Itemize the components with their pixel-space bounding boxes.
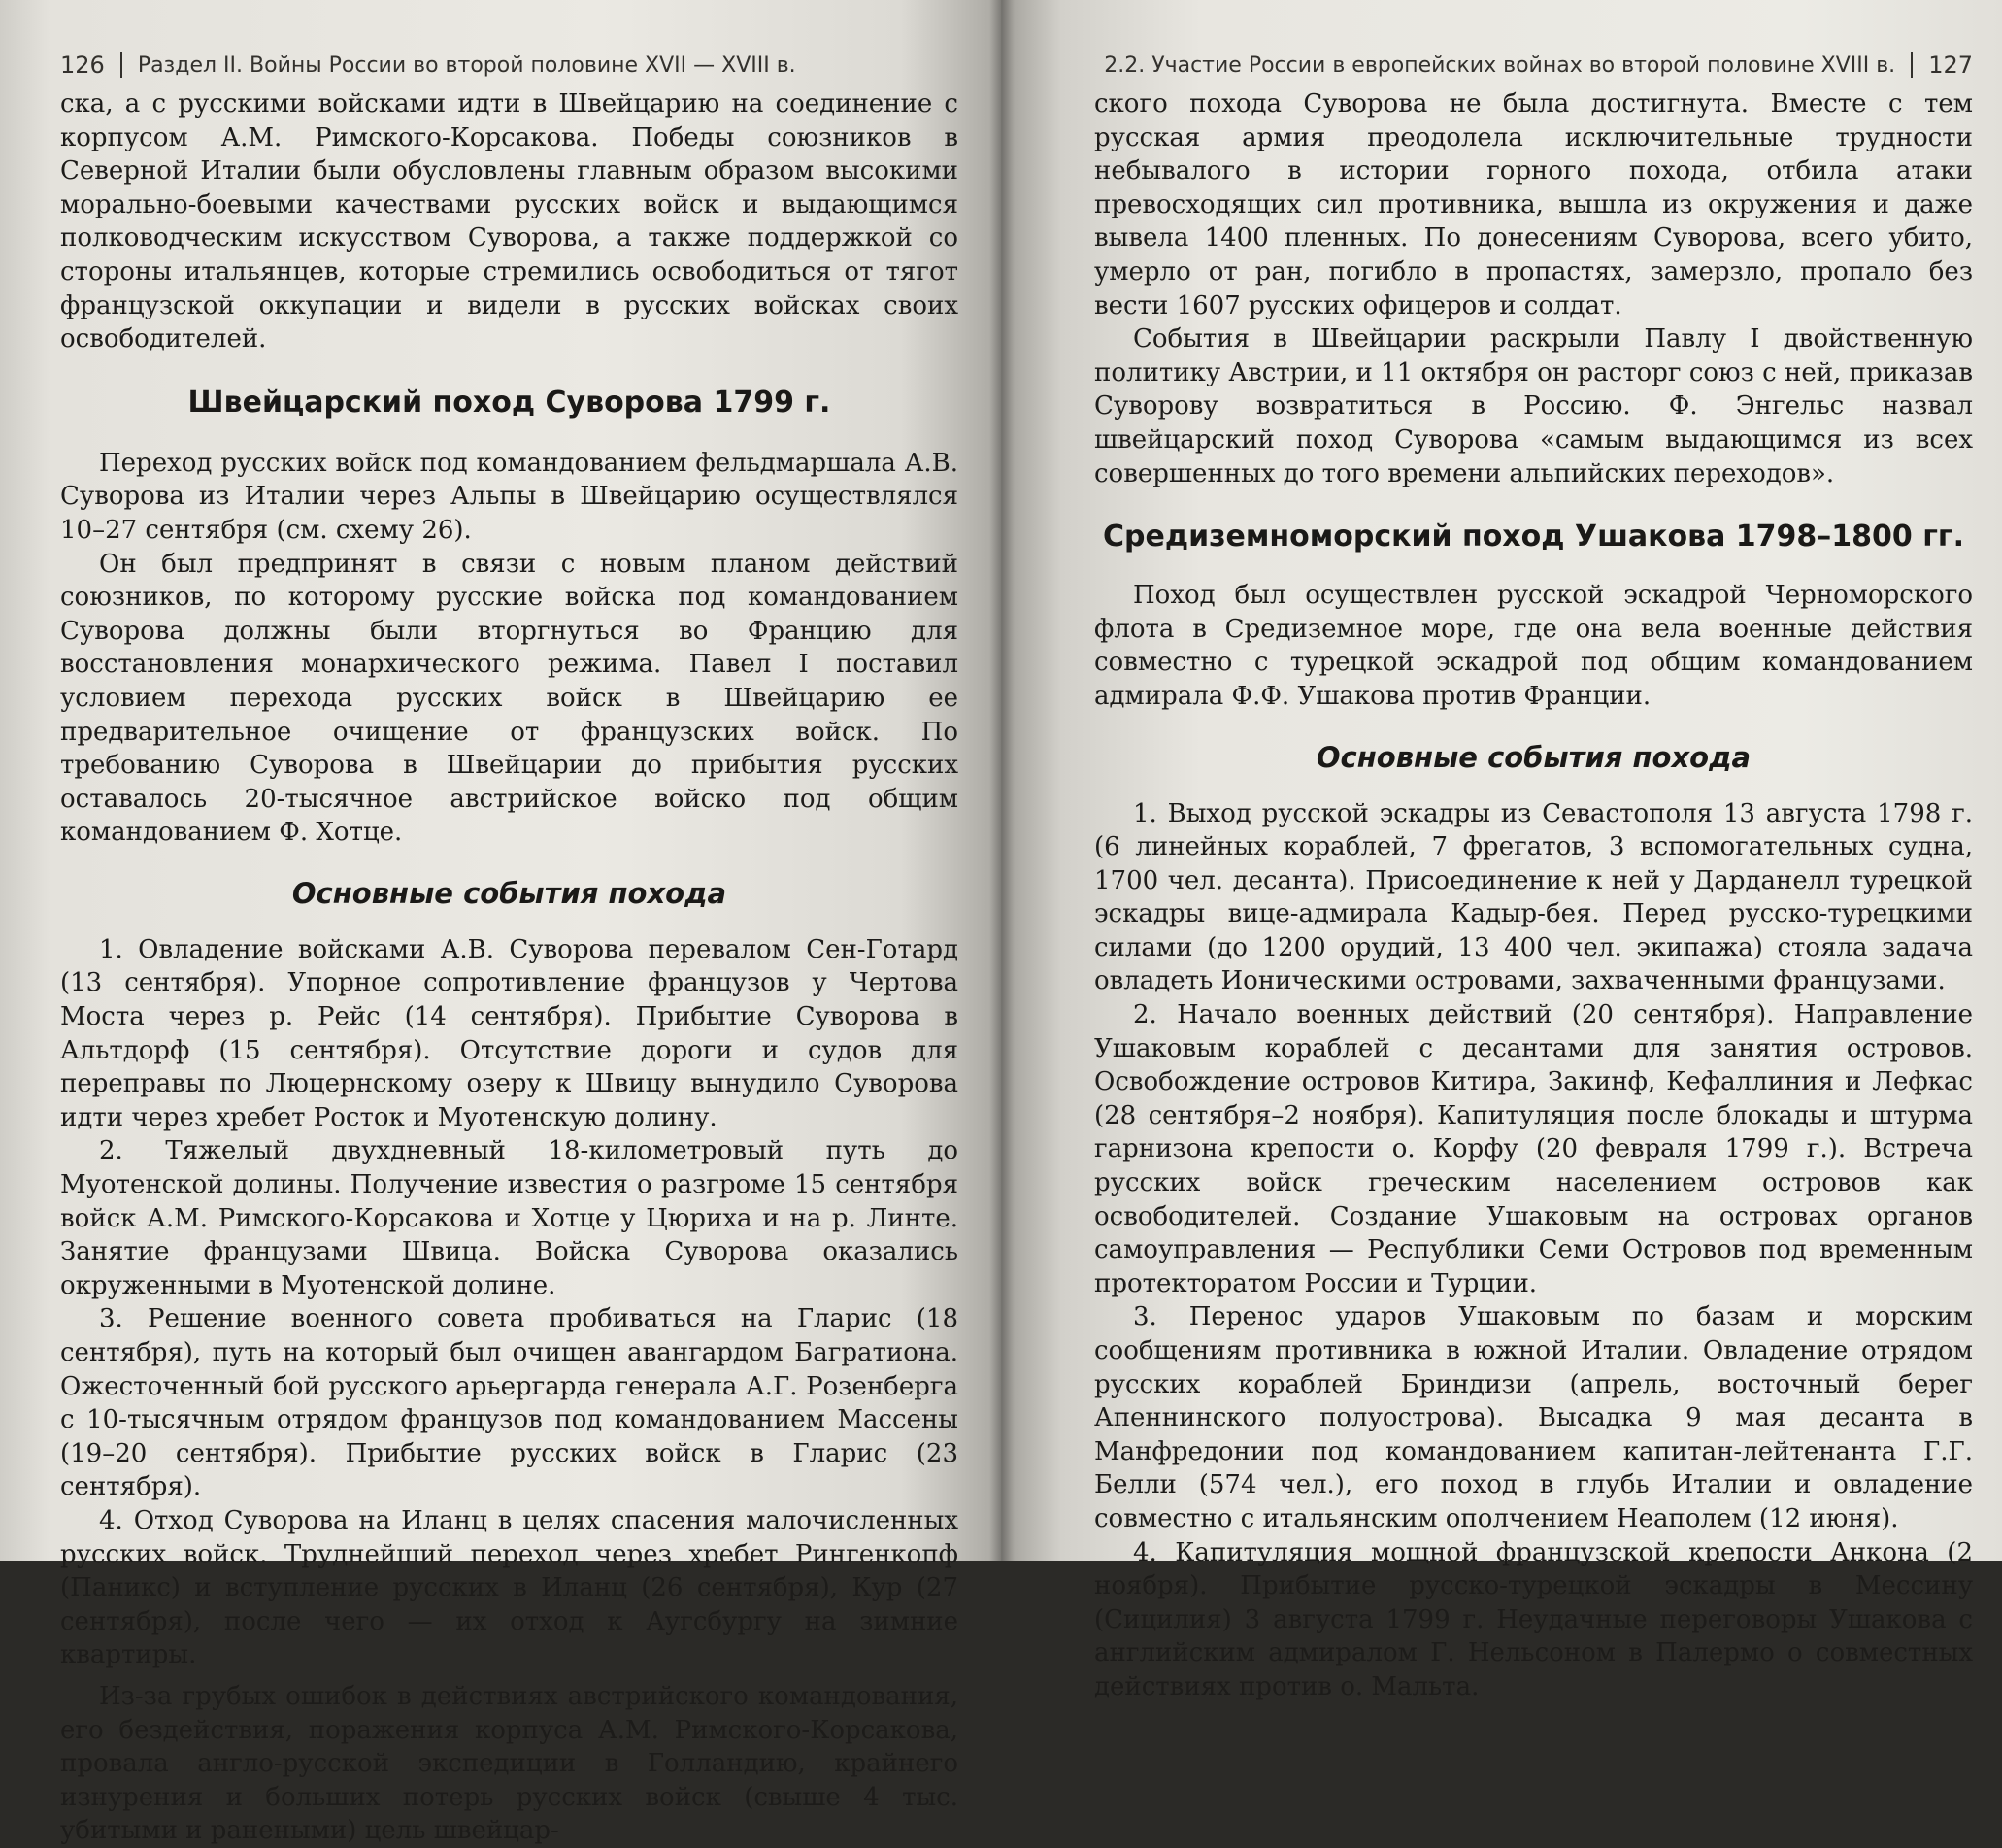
- left-events-heading: Основные события похода: [291, 876, 727, 910]
- left-event-item: 3. Решение военного совета пробиваться на Гларис (18 сентября), путь на который был очищен авангардом Багратиона. Ожесточенный бой русского арьергарда генерала А.Г. Розенберга с 10-тысячным отрядом французов под командованием Массены (19–20 сентября). Прибытие русских войск в Гларис (23 сентября).: [60, 1304, 958, 1502]
- right-running-head-title: 2.2. Участие России в европейских войнах во второй половине XVIII в.: [1104, 52, 1896, 78]
- right-intro-paragraph: События в Швейцарии раскрыли Павлу I двойственную политику Австрии, и 11 октября он расторг союз с ней, приказав Суворову возвратиться в Россию. Ф. Энгельс назвал швейцарский поход Суворова «самым выдающимся из всех совершенных до того времени альпийских переходов».: [1094, 324, 1973, 488]
- book-gutter-shadow: [989, 0, 1015, 1561]
- left-event-item: 1. Овладение войсками А.В. Суворова перевалом Сен-Готард (13 сентября). Упорное сопротивление французов у Чертова Моста через р. Рейс (14 сентября). Прибытие Суворова в Альтдорф (15 сентября). Отсутствие дороги и судов для переправы по Люцернскому озеру к Швицу вынудило Суворова идти через хребет Росток и Муотенскую долину.: [60, 934, 958, 1132]
- left-running-head-title: Раздел II. Войны России во второй половине XVII — XVIII в.: [137, 52, 796, 78]
- running-head-divider: [120, 52, 122, 78]
- left-event-item: 2. Тяжелый двухдневный 18-километровый путь до Муотенской долины. Получение известия о разгроме 15 сентября войск А.М. Римского-Корсакова и Хотце у Цюриха и на р. Линте. Занятие французами Швица. Войска Суворова оказались окруженными в Муотенской долине.: [60, 1136, 958, 1300]
- left-section-heading: Швейцарский поход Суворова 1799 г.: [187, 385, 831, 420]
- left-running-head: [60, 49, 958, 82]
- right-event-item: 4. Капитуляция мощной французской крепости Анкона (2 ноября). Прибытие русско-турецкой эскадры в Мессину (Сицилия) 3 августа 1799 г. Неудачные переговоры Ушакова с английским адмиралом Г. Нельсоном в Палермо о совместных действиях против о. Мальта.: [1094, 1537, 1973, 1701]
- right-page: [1001, 0, 2002, 1701]
- left-page-number: 126: [60, 51, 105, 79]
- right-event-item: 2. Начало военных действий (20 сентября). Направление Ушаковым кораблей с десантами для занятия островов. Освобождение островов Китира, Закинф, Кефаллиния и Лефкас (28 сентября–2 ноября). Капитуляция после блокады и штурма гарнизона крепости о. Корфу (20 февраля 1799 г.). Встреча русских войск греческим населением островов как освободителей. Создание Ушаковым на островах органов самоуправления — Республики Семи Островов под временным протекторатом России и Турции.: [1094, 1000, 1973, 1298]
- left-intro-paragraph: ска, а с русскими войсками идти в Швейцарию на соединение с корпусом А.М. Римского-Корсакова. Победы союзников в Северной Италии были обусловлены главным образом высокими морально-боевыми качествами русских войск и выдающимся полководческим искусством Суворова, а также поддержкой со стороны итальянцев, которые стремились освободиться от тягот французской оккупации и видели в русских войсках своих освободителей.: [60, 89, 958, 354]
- right-running-head: [1094, 49, 1973, 82]
- right-events-heading: Основные события похода: [1316, 740, 1752, 774]
- right-event-item: 3. Перенос ударов Ушаковым по базам и морским сообщениям противника в южной Италии. Овладение отрядом русских кораблей Бриндизи (апрель, восточный берег Апеннинского полуострова). Высадка 9 мая десанта в Манфредонии под командованием капитан-лейтенанта Г.Г. Белли (574 чел.), его поход в глубь Италии и овладение совместно с итальянским ополчением Неаполем (12 июня).: [1094, 1302, 1973, 1533]
- left-event-item: 4. Отход Суворова на Иланц в целях спасения малочисленных русских войск. Труднейший переход через хребет Рингенкопф (Паникс) и вступление русских в Иланц (26 сентября), Кур (27 сентября), после чего — их отход к Аугсбургу на зимние квартиры.: [60, 1505, 958, 1670]
- left-page: [0, 0, 1001, 1846]
- right-section-paragraph: Поход был осуществлен русской эскадрой Черноморского флота в Средиземное море, где она вела военные действия совместно с турецкой эскадрой под общим командованием адмирала Ф.Ф. Ушакова против Франции.: [1094, 581, 1973, 711]
- left-section-paragraph: Он был предпринят в связи с новым планом действий союзников, по которому русские войска под командованием Суворова должны были вторгнуться во Францию для восстановления монархического режима. Павел I поставил условием перехода русских войск в Швейцарию ее предварительное очищение от французских войск. По требованию Суворова в Швейцарии до прибытия русских оставалось 20-тысячное австрийское войско под общим командованием Ф. Хотце.: [60, 549, 958, 848]
- left-closing-paragraph: Из-за грубых ошибок в действиях австрийского командования, его бездействия, поражения корпуса А.М. Римского-Корсакова, провала англо-русской экспедиции в Голландию, крайнего изнурения и больших потерь русских войск (свыше 4 тыс. убитыми и ранеными) цель швейцар-: [60, 1681, 958, 1846]
- right-event-item: 1. Выход русской эскадры из Севастополя 13 августа 1798 г. (6 линейных кораблей, 7 фрегатов, 3 вспомогательных судна, 1700 чел. десанта). Присоединение к ней у Дарданелл турецкой эскадры вице-адмирала Кадыр-бея. Перед русско-турецкими силами (до 1200 орудий, 13 400 чел. экипажа) стояла задача овладеть Ионическими островами, захваченными французами.: [1094, 798, 1973, 996]
- right-section-heading: Средиземноморский поход Ушакова 1798–1800 гг.: [1103, 520, 1964, 554]
- right-page-number: 127: [1928, 51, 1973, 79]
- left-section-paragraph: Переход русских войск под командованием фельдмаршала А.В. Суворова из Италии через Альпы в Швейцарию осуществлялся 10–27 сентября (см. схему 26).: [60, 448, 958, 545]
- right-intro-paragraph: ского похода Суворова не была достигнута. Вместе с тем русская армия преодолела исключительные трудности небывалого в истории горного похода, отбила атаки превосходящих сил противника, вышла из окружения и даже вывела 1400 пленных. По донесениям Суворова, всего убито, умерло от ран, погибло в пропастях, замерзло, пропало без вести 1607 русских офицеров и солдат.: [1094, 89, 1973, 320]
- running-head-divider: [1911, 52, 1913, 78]
